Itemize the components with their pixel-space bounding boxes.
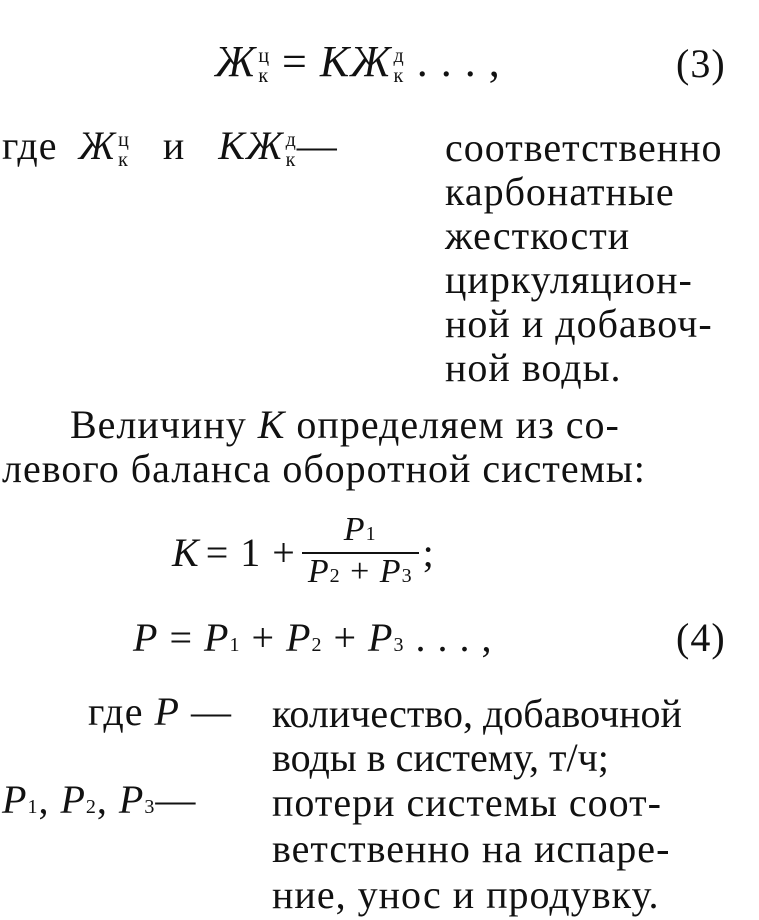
text-fragment: Величину	[70, 402, 247, 447]
equation-4	[133, 615, 493, 665]
coefficient-k: K	[172, 530, 200, 575]
equation-3	[215, 37, 501, 87]
denominator	[302, 552, 419, 594]
symbol-p: P	[154, 689, 180, 734]
symbol-p: P	[307, 553, 330, 590]
definition-3-text	[445, 126, 723, 390]
equation-number-4: (4)	[676, 615, 726, 660]
subscript: к	[118, 148, 129, 171]
where-word: где	[88, 689, 144, 734]
subscript: 3	[144, 796, 156, 818]
text-line: жесткости	[445, 213, 631, 258]
subscript: 1	[27, 796, 39, 818]
symbol-p: P	[204, 615, 230, 660]
subscript: к	[258, 64, 270, 87]
definition-p-term	[88, 689, 232, 734]
coefficient-k: K	[319, 37, 351, 86]
paragraph-line-2: левого баланса оборотной системы:	[2, 446, 646, 491]
subscript: к	[285, 148, 297, 171]
symbol-p: P	[286, 615, 312, 660]
text-line: ной воды.	[445, 345, 622, 390]
dash: —	[190, 689, 232, 734]
where-word: где	[2, 123, 58, 168]
symbol-p: P	[60, 777, 86, 822]
semicolon: ;	[422, 530, 435, 575]
hardness-circ-symbol: Ж	[215, 37, 257, 86]
subscript: 2	[311, 634, 323, 656]
superscript: ц	[258, 44, 271, 67]
ellipsis: . . . ,	[415, 615, 493, 660]
text-fragment: определяем из со-	[296, 402, 620, 447]
numerator	[302, 512, 419, 552]
definition-p123-terms: P1, P2, P3—	[2, 777, 197, 822]
coefficient-k: K	[218, 123, 246, 168]
equals-sign: =	[169, 615, 193, 660]
text-line: потери системы соот-	[272, 780, 662, 825]
dash: —	[296, 123, 338, 168]
text-line: карбонатные	[445, 169, 675, 214]
ellipsis: . . . ,	[416, 37, 501, 86]
plus-sign: +	[333, 615, 357, 660]
equals-sign: =	[282, 37, 308, 86]
symbol-p: P	[343, 511, 366, 548]
definition-3-terms	[2, 123, 338, 171]
equation-number-3: (3)	[676, 41, 726, 86]
plus-sign: +	[350, 553, 371, 590]
subscript: 3	[401, 565, 413, 587]
symbol-p: P	[379, 553, 402, 590]
hardness-add-symbol: Ж	[350, 37, 392, 86]
superscript: ц	[118, 128, 130, 151]
definition-p-text	[272, 692, 682, 780]
hardness-add-symbol: Ж	[245, 123, 284, 168]
subscript: 2	[329, 565, 341, 587]
symbol-p: P	[368, 615, 394, 660]
plus-sign: +	[251, 615, 275, 660]
definition-p123-text	[272, 780, 670, 918]
dash: —	[155, 777, 197, 822]
text-line: циркуляцион-	[445, 257, 693, 302]
subscript: 1	[229, 634, 241, 656]
fraction	[302, 512, 419, 594]
and-word: и	[162, 123, 186, 168]
subscript: 2	[85, 796, 97, 818]
text-line: воды в систему, т/ч;	[272, 735, 609, 780]
symbol-p: P	[2, 777, 28, 822]
hardness-circ-symbol: Ж	[78, 123, 117, 168]
text-line: количество, добавочной	[272, 691, 682, 736]
text-line: соответственно	[445, 125, 723, 170]
subscript: к	[393, 64, 405, 87]
coefficient-k: K	[257, 402, 286, 447]
equals-one-plus: = 1 +	[205, 530, 296, 575]
paragraph-line-1	[70, 402, 620, 447]
text-line: ние, унос и продувку.	[272, 872, 660, 917]
symbol-p: P	[118, 777, 145, 822]
superscript: д	[393, 44, 405, 67]
symbol-p: P	[133, 615, 159, 660]
superscript: д	[285, 128, 297, 151]
text-line: ной и добавоч-	[445, 301, 713, 346]
subscript: 3	[393, 634, 405, 656]
equation-k	[172, 512, 435, 594]
text-line: ветственно на испаре-	[272, 826, 671, 871]
subscript: 1	[365, 523, 377, 545]
